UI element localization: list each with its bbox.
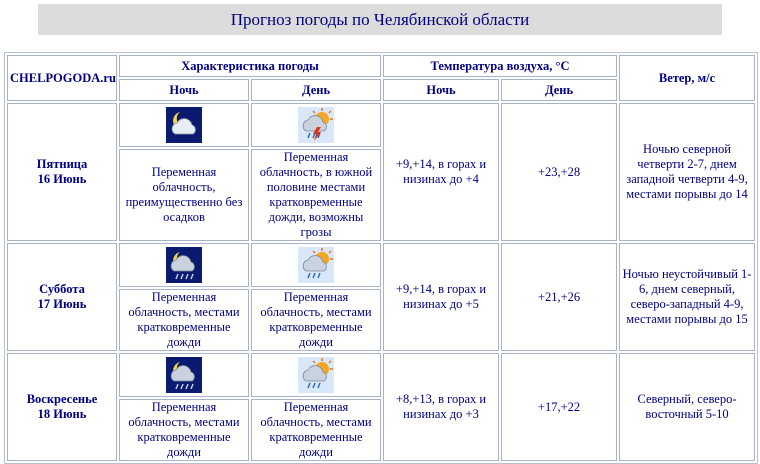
night-icon-cell bbox=[119, 353, 249, 397]
table-row bbox=[7, 103, 755, 147]
moon-rain-icon bbox=[166, 247, 202, 283]
date: 16 Июнь bbox=[37, 172, 87, 186]
moon-rain-icon bbox=[166, 357, 202, 393]
table-row bbox=[7, 353, 755, 397]
day-icon-cell bbox=[251, 103, 381, 147]
night-desc: Переменная облачность, местами кратковременные дожди bbox=[119, 399, 249, 461]
sun-rain-icon bbox=[298, 247, 334, 283]
wind-desc: Северный, северо-восточный 5-10 bbox=[619, 353, 755, 461]
temp-day: +21,+26 bbox=[501, 243, 617, 351]
night-desc: Переменная облачность, местами кратковременные дожди bbox=[119, 289, 249, 351]
moon-cloud-icon bbox=[166, 107, 202, 143]
weekday: Пятница bbox=[36, 157, 88, 171]
brand-label: CHELPOGODA.ru bbox=[7, 55, 117, 101]
temperature-header: Температура воздуха, °С bbox=[383, 55, 617, 77]
date: 18 Июнь bbox=[37, 407, 87, 421]
day-icon-cell bbox=[251, 353, 381, 397]
night-desc: Переменная облачность, преимущественно без осадков bbox=[119, 149, 249, 241]
sun-rain-icon-graphic bbox=[298, 357, 334, 393]
day-icon-cell bbox=[251, 243, 381, 287]
forecast-table bbox=[4, 52, 758, 464]
sun-rain-icon bbox=[298, 357, 334, 393]
moon-rain-icon-graphic bbox=[166, 247, 202, 283]
wind-desc: Ночью северной четверти 2-7, днем западной четверти 4-9, местами порывы до 14 bbox=[619, 103, 755, 241]
day-label bbox=[7, 353, 117, 461]
temp-night: +9,+14, в горах и низинах до +4 bbox=[383, 103, 499, 241]
table-row bbox=[7, 243, 755, 287]
temp-night: +8,+13, в горах и низинах до +3 bbox=[383, 353, 499, 461]
temp-day: +23,+28 bbox=[501, 103, 617, 241]
night-icon-cell bbox=[119, 243, 249, 287]
thunderstorm-icon bbox=[298, 107, 334, 143]
day-label bbox=[7, 243, 117, 351]
sun-rain-icon-graphic bbox=[298, 247, 334, 283]
thunderstorm-icon-graphic bbox=[298, 107, 334, 143]
temp-night: +9,+14, в горах и низинах до +5 bbox=[383, 243, 499, 351]
header-row-1 bbox=[7, 55, 755, 77]
weekday: Воскресенье bbox=[26, 392, 98, 406]
moon-cloud-icon-graphic bbox=[166, 107, 202, 143]
weather-night-header: Ночь bbox=[119, 79, 249, 101]
wind-desc: Ночью неустойчивый 1-6, днем северный, северо-западный 4-9, местами порывы до 15 bbox=[619, 243, 755, 351]
page-title: Прогноз погоды по Челябинской области bbox=[38, 4, 722, 35]
temp-day: +17,+22 bbox=[501, 353, 617, 461]
temp-day-header: День bbox=[501, 79, 617, 101]
moon-rain-icon-graphic bbox=[166, 357, 202, 393]
date: 17 Июнь bbox=[37, 297, 87, 311]
weather-day-header: День bbox=[251, 79, 381, 101]
day-desc: Переменная облачность, в южной половине местами кратковременные дожди, возможны грозы bbox=[251, 149, 381, 241]
weekday: Суббота bbox=[39, 282, 85, 296]
wind-header: Ветер, м/с bbox=[619, 55, 755, 101]
weather-header: Характеристика погоды bbox=[119, 55, 381, 77]
day-desc: Переменная облачность, местами кратковременные дожди bbox=[251, 399, 381, 461]
day-desc: Переменная облачность, местами кратковременные дожди bbox=[251, 289, 381, 351]
day-label bbox=[7, 103, 117, 241]
night-icon-cell bbox=[119, 103, 249, 147]
temp-night-header: Ночь bbox=[383, 79, 499, 101]
